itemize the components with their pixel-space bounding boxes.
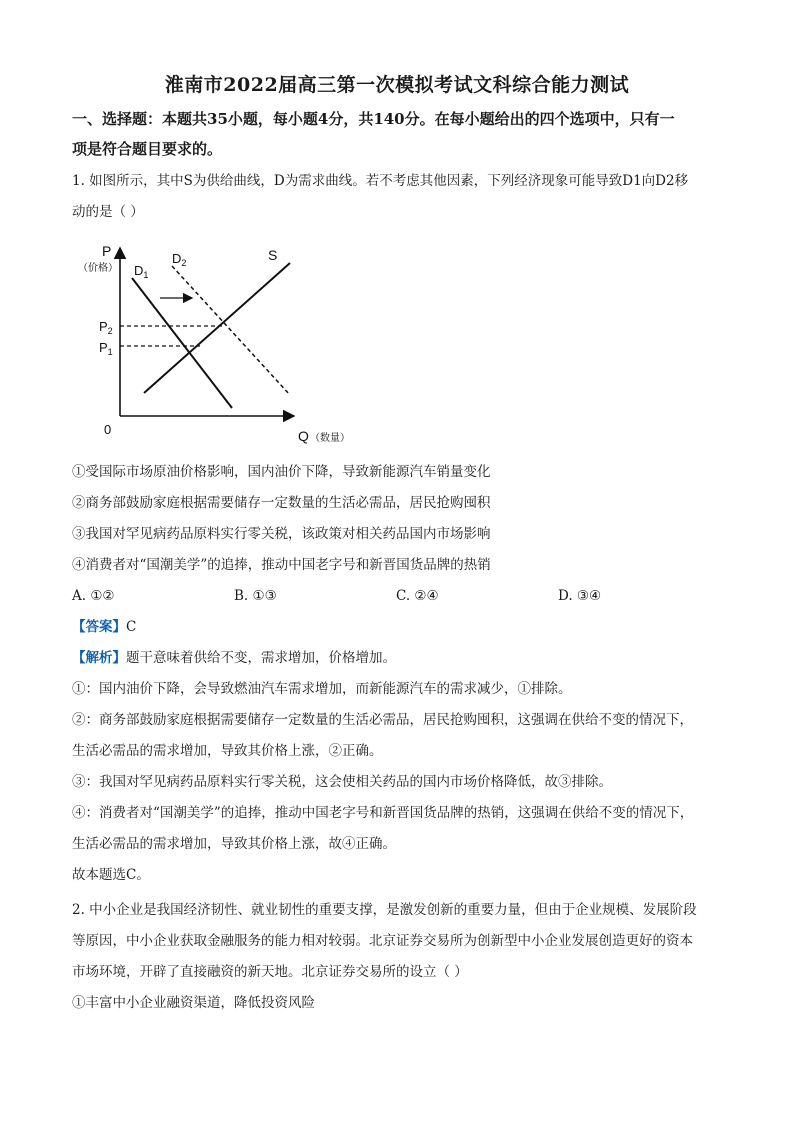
section-heading-line-2: 项是符合题目要求的。 bbox=[72, 140, 223, 158]
option-c: C. ②④ bbox=[396, 588, 439, 604]
question-1-item-2: ②商务部鼓励家庭根据需要储存一定数量的生活必需品，居民抢购囤积 bbox=[72, 495, 491, 511]
analysis-line: ④：消费者对“国潮美学”的追捧，推动中国老字号和新晋国货品牌的热销，这强调在供给不变的情况下， bbox=[72, 805, 694, 821]
option-b: B. ①③ bbox=[234, 588, 277, 604]
demand-curve-d2 bbox=[172, 266, 290, 395]
analysis-line: ③：我国对罕见病药品原料实行零关税，这会使相关药品的国内市场价格降低，故③排除。 bbox=[72, 774, 612, 790]
question-1-item-4: ④消费者对“国潮美学”的追捧，推动中国老字号和新晋国货品牌的热销 bbox=[72, 557, 491, 573]
d2-label: $D_2$ bbox=[172, 251, 187, 268]
answer-tag: 【答案】 bbox=[72, 619, 126, 635]
option-a: A. ①② bbox=[72, 588, 115, 604]
answer-value: C bbox=[126, 619, 137, 635]
y-axis-unit: （价格） bbox=[78, 263, 118, 274]
question-2-item-1: ①丰富中小企业融资渠道，降低投资风险 bbox=[72, 995, 315, 1011]
p1-label: $P_1$ bbox=[99, 340, 113, 357]
question-2-stem-line-2: 等原因，中小企业获取金融服务的能力相对较弱。北京证券交易所为创新型中小企业发展创造更好的资本 bbox=[72, 933, 693, 949]
d1-label: $D_1$ bbox=[134, 263, 149, 280]
analysis-conclusion: 故本题选C。 bbox=[72, 867, 150, 883]
option-d: D. ③④ bbox=[558, 588, 602, 604]
origin-label: 0 bbox=[104, 422, 112, 437]
question-1-stem-line-2: 动的是（ ） bbox=[72, 204, 144, 220]
y-axis-label: P bbox=[102, 243, 112, 259]
x-axis-unit: （数量） bbox=[310, 433, 350, 444]
question-1-stem-line-1: 1. 如图所示，其中S为供给曲线，D为需求曲线。若不考虑其他因素，下列经济现象可能导致D1向D2移 bbox=[72, 173, 689, 189]
x-axis-label: Q bbox=[298, 428, 309, 444]
question-1-item-1: ①受国际市场原油价格影响，国内油价下降，导致新能源汽车销量变化 bbox=[72, 464, 491, 480]
question-1-item-3: ③我国对罕见病药品原料实行零关税，该政策对相关药品国内市场影响 bbox=[72, 526, 491, 542]
question-2-stem-line-1: 2. 中小企业是我国经济韧性、就业韧性的重要支撑，是激发创新的重要力量，但由于企业规模、发展阶段 bbox=[72, 902, 697, 918]
supply-curve bbox=[144, 263, 290, 393]
analysis-tag: 【解析】 bbox=[72, 650, 126, 666]
s-label: S bbox=[268, 247, 278, 263]
p2-label: $P_2$ bbox=[99, 319, 113, 336]
analysis-line: 生活必需品的需求增加，导致其价格上涨，故④正确。 bbox=[72, 836, 396, 852]
analysis-intro: 题干意味着供给不变，需求增加，价格增加。 bbox=[126, 650, 396, 666]
analysis-intro-line bbox=[72, 648, 732, 668]
analysis-line: ②：商务部鼓励家庭根据需要储存一定数量的生活必需品，居民抢购囤积，这强调在供给不变的情况下， bbox=[72, 712, 693, 728]
analysis-line: 生活必需品的需求增加，导致其价格上涨，②正确。 bbox=[72, 743, 383, 759]
section-heading bbox=[72, 104, 732, 164]
document-title: 淮南市2022届高三第一次模拟考试文科综合能力测试 bbox=[164, 74, 630, 96]
question-2-stem-line-3: 市场环境，开辟了直接融资的新天地。北京证券交易所的设立（ ） bbox=[72, 964, 468, 980]
analysis-line: ①：国内油价下降，会导致燃油汽车需求增加，而新能源汽车的需求减少，①排除。 bbox=[72, 681, 572, 697]
supply-demand-graph bbox=[72, 238, 362, 453]
section-heading-line-1: 一、选择题：本题共35小题，每小题4分，共140分。在每小题给出的四个选项中，只有一 bbox=[72, 110, 675, 128]
answer-line bbox=[72, 617, 732, 637]
